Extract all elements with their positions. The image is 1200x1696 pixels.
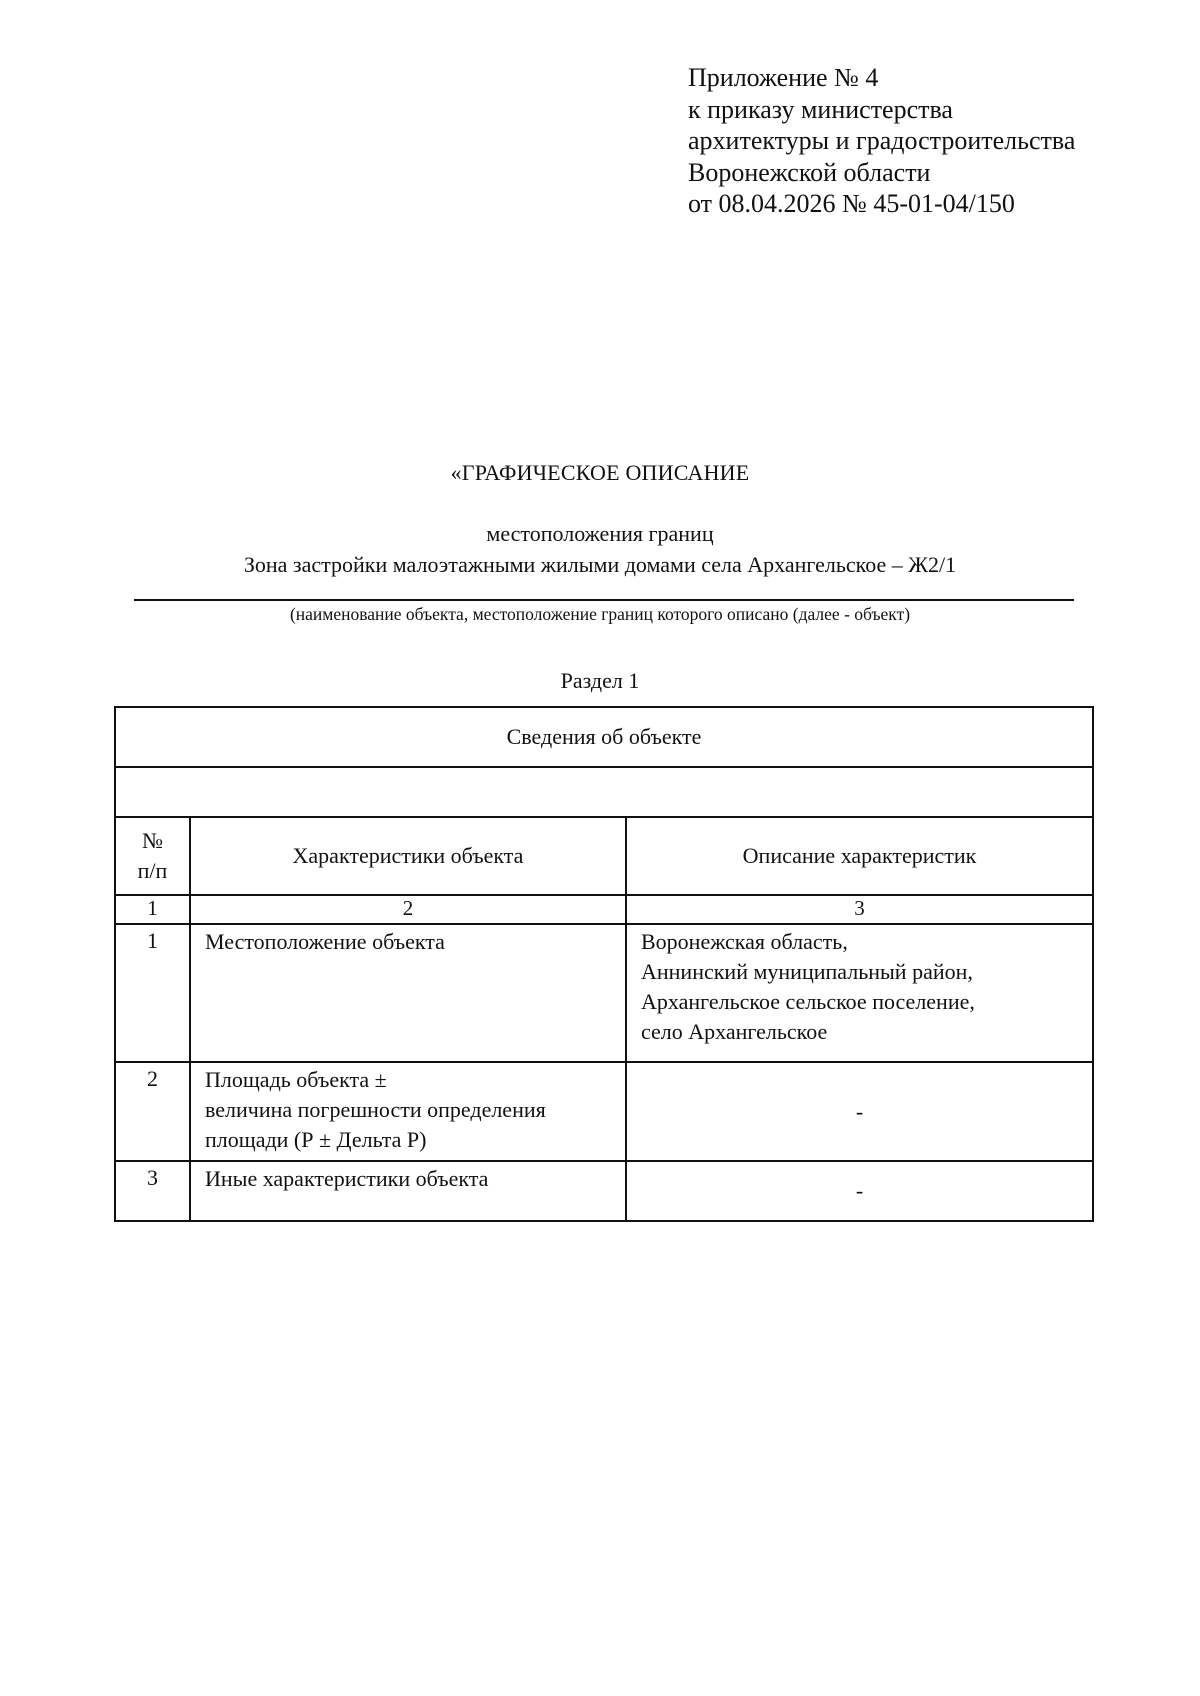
object-caption: (наименование объекта, местоположение границ которого описано (далее - объект) bbox=[289, 604, 911, 624]
characteristic-line: Площадь объекта ± bbox=[205, 1067, 387, 1092]
characteristic-line: Иные характеристики объекта bbox=[205, 1166, 489, 1191]
table-row bbox=[115, 1161, 1093, 1221]
appendix-line: Воронежской области bbox=[688, 157, 931, 187]
underline-rule bbox=[134, 599, 1074, 601]
row-number: 3 bbox=[115, 1161, 190, 1221]
characteristic-line: Местоположение объекта bbox=[205, 929, 445, 954]
row-characteristic bbox=[190, 1161, 626, 1221]
object-info-table bbox=[114, 706, 1094, 1222]
description-line: Аннинский муниципальный район, bbox=[641, 959, 973, 984]
subtitle-line: местоположения границ bbox=[486, 521, 714, 546]
appendix-line: к приказу министерства bbox=[688, 94, 953, 124]
index-cell: 2 bbox=[190, 895, 626, 924]
characteristic-line: площади (Р ± Дельта Р) bbox=[205, 1127, 427, 1152]
description-line: Архангельское сельское поселение, bbox=[641, 989, 975, 1014]
document-subtitle bbox=[0, 518, 1200, 580]
table-row bbox=[115, 924, 1093, 1062]
table-blank-row bbox=[115, 767, 1093, 817]
header-num-symbol: № bbox=[142, 828, 163, 853]
index-cell: 3 bbox=[626, 895, 1093, 924]
header-num-abbr: п/п bbox=[137, 858, 168, 883]
row-number: 1 bbox=[115, 924, 190, 1062]
document-title: «ГРАФИЧЕСКОЕ ОПИСАНИЕ bbox=[450, 460, 750, 485]
object-name: Зона застройки малоэтажными жилыми домами села Архангельское – Ж2/1 bbox=[243, 552, 957, 577]
appendix-block bbox=[688, 62, 1075, 220]
table-header-row bbox=[115, 817, 1093, 895]
table-title: Сведения об объекте bbox=[115, 707, 1093, 767]
table-index-row bbox=[115, 895, 1093, 924]
table-title-row bbox=[115, 707, 1093, 767]
row-characteristic bbox=[190, 924, 626, 1062]
row-description: - bbox=[626, 1161, 1093, 1221]
header-num bbox=[115, 817, 190, 895]
appendix-line: архитектуры и градостроительства bbox=[688, 126, 1076, 155]
table-row bbox=[115, 1062, 1093, 1161]
row-description bbox=[626, 924, 1093, 1062]
section-heading: Раздел 1 bbox=[560, 668, 640, 693]
row-number: 2 bbox=[115, 1062, 190, 1161]
header-characteristics: Характеристики объекта bbox=[190, 817, 626, 895]
description-line: село Архангельское bbox=[641, 1019, 828, 1044]
blank-cell bbox=[115, 767, 1093, 817]
appendix-line: Приложение № 4 bbox=[688, 63, 879, 92]
index-cell: 1 bbox=[115, 895, 190, 924]
row-characteristic bbox=[190, 1062, 626, 1161]
row-description: - bbox=[626, 1062, 1093, 1161]
description-line: Воронежская область, bbox=[641, 929, 848, 954]
appendix-line: от 08.04.2026 № 45-01-04/150 bbox=[688, 189, 1015, 218]
header-description: Описание характеристик bbox=[626, 817, 1093, 895]
characteristic-line: величина погрешности определения bbox=[205, 1097, 546, 1122]
